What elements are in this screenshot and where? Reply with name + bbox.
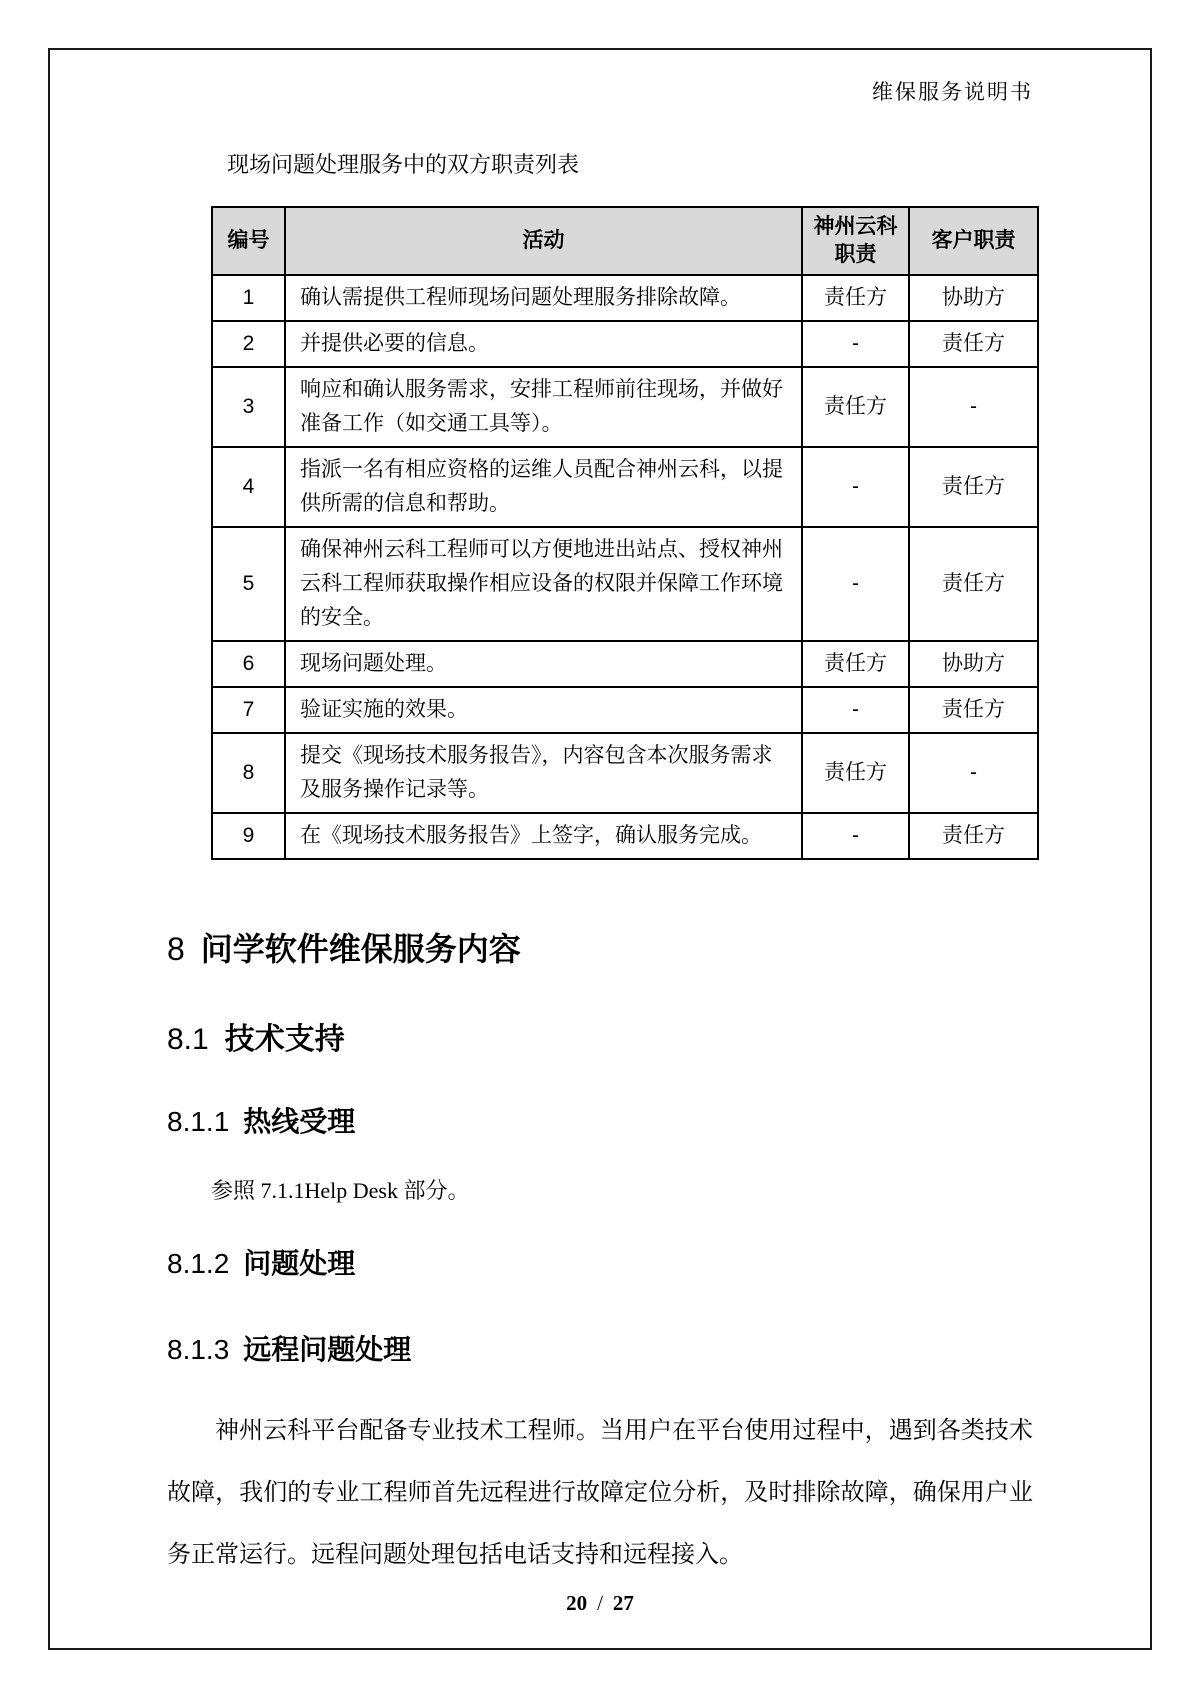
table-row bbox=[212, 367, 1038, 447]
section-number: 8 bbox=[167, 931, 185, 967]
table-row bbox=[212, 447, 1038, 527]
section-heading-8-1-1 bbox=[167, 1100, 1033, 1140]
cell-activity: 在《现场技术服务报告》上签字，确认服务完成。 bbox=[285, 813, 802, 859]
section-title: 问学软件维保服务内容 bbox=[200, 931, 521, 967]
section-heading-8-1 bbox=[167, 1014, 1033, 1058]
page-border-frame bbox=[48, 48, 1152, 1650]
cell-customer-role: 责任方 bbox=[909, 687, 1038, 733]
column-header-number: 编号 bbox=[212, 207, 285, 275]
cell-vendor-role: 责任方 bbox=[802, 641, 909, 687]
body-paragraph: 神州云科平台配备专业技术工程师。当用户在平台使用过程中，遇到各类技术故障，我们的专业工程师首先远程进行故障定位分析，及时排除故障，确保用户业务正常运行。远程问题处理包括电话支持和远程接入。 bbox=[167, 1417, 1033, 1568]
cell-activity: 指派一名有相应资格的运维人员配合神州云科，以提供所需的信息和帮助。 bbox=[285, 447, 802, 527]
cell-vendor-role: - bbox=[802, 527, 909, 641]
cell-vendor-role: 责任方 bbox=[802, 733, 909, 813]
page-content bbox=[50, 150, 1150, 1586]
section-number: 8.1.2 bbox=[167, 1248, 230, 1279]
cell-number: 9 bbox=[212, 813, 285, 859]
cell-number: 8 bbox=[212, 733, 285, 813]
section-title: 技术支持 bbox=[224, 1023, 345, 1056]
section-heading-8-1-3 bbox=[167, 1328, 1033, 1368]
cell-customer-role: 责任方 bbox=[909, 447, 1038, 527]
cell-customer-role: 协助方 bbox=[909, 275, 1038, 321]
section-number: 8.1.3 bbox=[167, 1334, 230, 1365]
page-number-separator: / bbox=[597, 1591, 603, 1615]
column-header-activity: 活动 bbox=[285, 207, 802, 275]
section-title: 远程问题处理 bbox=[243, 1334, 412, 1365]
cell-number: 6 bbox=[212, 641, 285, 687]
column-header-customer: 客户职责 bbox=[909, 207, 1038, 275]
cell-activity: 现场问题处理。 bbox=[285, 641, 802, 687]
section-title: 问题处理 bbox=[243, 1248, 356, 1279]
table-row bbox=[212, 275, 1038, 321]
page-number-total: 27 bbox=[612, 1591, 634, 1615]
cell-vendor-role: - bbox=[802, 813, 909, 859]
cell-customer-role: 责任方 bbox=[909, 321, 1038, 367]
cell-activity: 验证实施的效果。 bbox=[285, 687, 802, 733]
cell-vendor-role: - bbox=[802, 687, 909, 733]
section-heading-8-1-2 bbox=[167, 1242, 1033, 1282]
cell-number: 2 bbox=[212, 321, 285, 367]
cell-number: 4 bbox=[212, 447, 285, 527]
cell-customer-role: - bbox=[909, 367, 1038, 447]
cell-customer-role: 协助方 bbox=[909, 641, 1038, 687]
cell-activity: 确保神州云科工程师可以方便地进出站点、授权神州云科工程师获取操作相应设备的权限并保障工作环境的安全。 bbox=[285, 527, 802, 641]
cell-vendor-role: 责任方 bbox=[802, 367, 909, 447]
cell-activity: 确认需提供工程师现场问题处理服务排除故障。 bbox=[285, 275, 802, 321]
responsibility-table bbox=[211, 206, 1039, 860]
cell-vendor-role: - bbox=[802, 447, 909, 527]
table-header-row bbox=[212, 207, 1038, 275]
section-heading-8 bbox=[167, 924, 1033, 970]
cell-activity: 并提供必要的信息。 bbox=[285, 321, 802, 367]
cell-activity: 提交《现场技术服务报告》，内容包含本次服务需求及服务操作记录等。 bbox=[285, 733, 802, 813]
cell-customer-role: 责任方 bbox=[909, 813, 1038, 859]
table-caption: 现场问题处理服务中的双方职责列表 bbox=[227, 152, 580, 177]
cell-number: 5 bbox=[212, 527, 285, 641]
document-header-title: 维保服务说明书 bbox=[872, 80, 1033, 104]
page-number-current: 20 bbox=[566, 1591, 588, 1615]
table-row bbox=[212, 641, 1038, 687]
table-row bbox=[212, 687, 1038, 733]
reference-paragraph: 参照 7.1.1Help Desk 部分。 bbox=[211, 1178, 470, 1203]
table-row bbox=[212, 813, 1038, 859]
table-row bbox=[212, 321, 1038, 367]
table-row bbox=[212, 527, 1038, 641]
section-title: 热线受理 bbox=[243, 1106, 356, 1137]
page-footer bbox=[50, 1591, 1150, 1616]
section-number: 8.1 bbox=[167, 1023, 209, 1056]
cell-customer-role: - bbox=[909, 733, 1038, 813]
table-row bbox=[212, 733, 1038, 813]
cell-number: 7 bbox=[212, 687, 285, 733]
cell-customer-role: 责任方 bbox=[909, 527, 1038, 641]
column-header-vendor: 神州云科职责 bbox=[802, 207, 909, 275]
cell-vendor-role: 责任方 bbox=[802, 275, 909, 321]
cell-vendor-role: - bbox=[802, 321, 909, 367]
cell-number: 3 bbox=[212, 367, 285, 447]
cell-number: 1 bbox=[212, 275, 285, 321]
cell-activity: 响应和确认服务需求，安排工程师前往现场，并做好准备工作（如交通工具等）。 bbox=[285, 367, 802, 447]
section-number: 8.1.1 bbox=[167, 1106, 230, 1137]
